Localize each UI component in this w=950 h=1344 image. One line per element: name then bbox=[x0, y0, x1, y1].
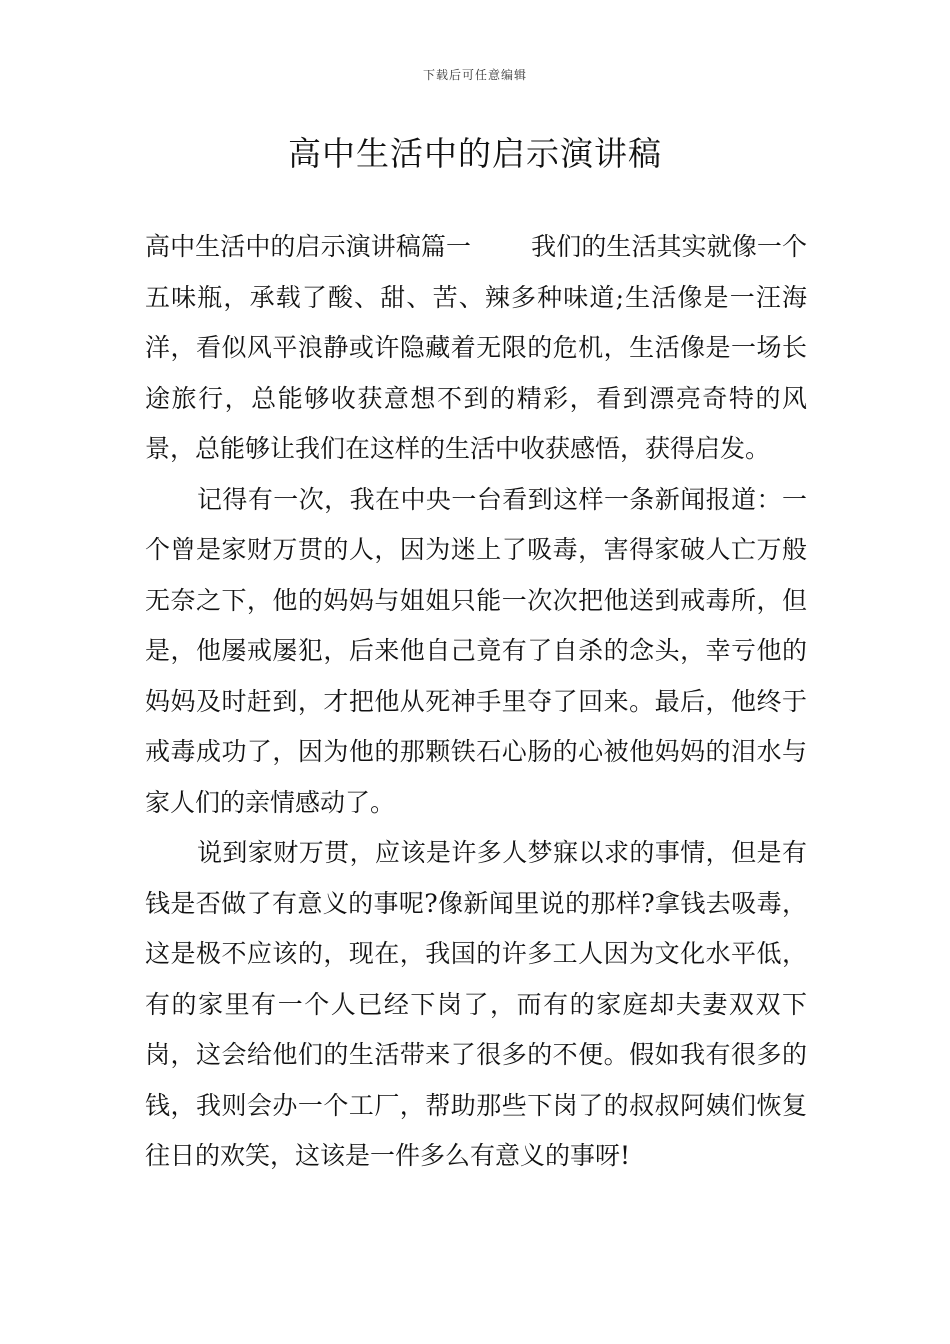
header-note: 下载后可任意编辑 bbox=[422, 68, 527, 82]
paragraph-1-text: 我们的生活其实就像一个五味瓶，承载了酸、甜、苦、辣多种味道;生活像是一汪海洋，看似风平浪静或许隐藏着无限的危机，生活像是一场长途旅行，总能够收获意想不到的精彩，看到漂亮奇特的风景，总能够让我们在这样的生活中收获感悟，获得启发。 bbox=[145, 232, 807, 463]
document-body bbox=[145, 222, 807, 1182]
paragraph-1 bbox=[145, 222, 807, 475]
section-heading: 高中生活中的启示演讲稿篇一 bbox=[145, 232, 472, 261]
document-title: 高中生活中的启示演讲稿 bbox=[288, 134, 662, 173]
paragraph-3: 说到家财万贯，应该是许多人梦寐以求的事情，但是有钱是否做了有意义的事呢?像新闻里说的那样?拿钱去吸毒，这是极不应该的，现在，我国的许多工人因为文化水平低，有的家里有一个人已经下岗了，而有的家庭却夫妻双双下岗，这会给他们的生活带来了很多的不便。假如我有很多的钱，我则会办一个工厂，帮助那些下岗了的叔叔阿姨们恢复往日的欢笑，这该是一件多么有意义的事呀! bbox=[145, 838, 807, 1170]
paragraph-2: 记得有一次，我在中央一台看到这样一条新闻报道：一个曾是家财万贯的人，因为迷上了吸毒，害得家破人亡万般无奈之下，他的妈妈与姐姐只能一次次把他送到戒毒所，但是，他屡戒屡犯，后来他自己竟有了自杀的念头，幸亏他的妈妈及时赶到，才把他从死神手里夺了回来。最后，他终于戒毒成功了，因为他的那颗铁石心肠的心被他妈妈的泪水与家人们的亲情感动了。 bbox=[145, 484, 807, 817]
